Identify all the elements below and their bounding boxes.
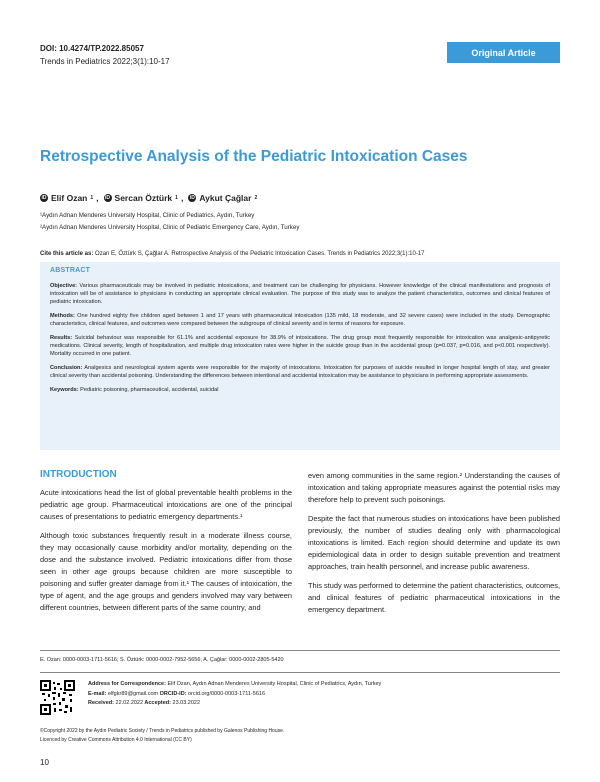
copyright-notice bbox=[40, 727, 284, 744]
cite-line bbox=[40, 251, 560, 257]
address-label: Address for Correspondence: bbox=[88, 681, 166, 687]
objective-label: Objective: bbox=[50, 283, 78, 289]
body-paragraph: Although toxic substances frequently result in a moderate illness course, they may occasionally cause morbidity and/or mortality, depending on the dose and the substance involved. Pediatric intoxications differ from those seen in other age groups because children are more susceptible to poisoning and suffer greater damage from it.¹ The causes of intoxication, the type of agent, and the age groups and genders involved may vary between different countries, between different parts of the same country, and bbox=[40, 531, 292, 612]
cite-text: Ozan E, Öztürk S, Çağlar A. Retrospective Analysis of the Pediatric Intoxication Cases. Trends in Pediatrics 2022;3(1):10-17 bbox=[93, 251, 425, 257]
body-column-left bbox=[40, 469, 292, 621]
affiliation-1: ¹Aydın Adnan Menderes University Hospital, Clinic of Pediatrics, Aydın, Turkey bbox=[40, 212, 255, 219]
article-title: Retrospective Analysis of the Pediatric Intoxication Cases bbox=[40, 148, 468, 165]
abstract-heading: ABSTRACT bbox=[50, 267, 91, 274]
objective-text: Various pharmaceuticals may be involved in pediatric intoxications, and treatment can be challenging for physicians. However knowledge of the clinical manifestations and prognosis of intoxication will be of assistance to physicians in conducting an appropriate clinical evaluation. The purpose of this study was to analyze the patient characteristics, outcomes and clinical features of pediatric intoxication. bbox=[50, 283, 550, 305]
received-label: Received: bbox=[88, 700, 114, 706]
qr-code-icon bbox=[40, 680, 75, 715]
divider bbox=[40, 672, 560, 673]
keywords-label: Keywords: bbox=[50, 387, 79, 393]
results-label: Results: bbox=[50, 335, 73, 341]
orcid-icon[interactable]: iD bbox=[189, 195, 195, 201]
email-label: E-mail: bbox=[88, 690, 107, 697]
orcid-icon[interactable]: iD bbox=[105, 195, 111, 201]
section-heading-introduction: INTRODUCTION bbox=[40, 469, 117, 480]
body-paragraph: This study was performed to determine the patient characteristics, outcomes, and clinical features of pediatric pharmaceutical intoxications in the emergency department. bbox=[308, 581, 560, 614]
abstract-conclusion bbox=[50, 364, 550, 380]
copyright-line: ©Copyright 2022 by the Aydın Pediatric Society / Trends in Pediatrics published by Galenos Publishing House. bbox=[40, 728, 285, 734]
article-type-badge: Original Article bbox=[447, 42, 560, 63]
body-paragraph: Despite the fact that numerous studies on intoxications have been published previously, the number of studies dealing only with pharmacological intoxications is limited. Each region should determine and update its own epidemiological data in order to design suitable prevention and treatment approaches, train health personnel, and increase public awareness. bbox=[308, 514, 560, 571]
cite-label: Cite this article as: bbox=[40, 251, 94, 257]
email-link[interactable]: elfgkr89@gmail.com bbox=[106, 690, 159, 697]
author-separator: , bbox=[180, 193, 184, 203]
orcid-label: ORCID-ID: bbox=[158, 690, 187, 697]
accepted-label: Accepted: bbox=[143, 700, 171, 706]
author-name: Elif Ozan bbox=[51, 193, 88, 203]
conclusion-text: Analgesics and neurological system agents were responsible for the majority of intoxications. Intoxication for purposes of suicide resulted in longer hospital length of stay, and greater clinical severity than accidental poisoning. Understanding the differences between intentional and accidental intoxication may be assistance to physicians in performing appropriate assessments. bbox=[50, 365, 550, 379]
doi[interactable]: DOI: 10.4274/TP.2022.85057 bbox=[40, 44, 144, 53]
methods-label: Methods: bbox=[50, 313, 75, 319]
abstract-results bbox=[50, 334, 550, 358]
body-paragraph: even among communities in the same region.² Understanding the causes of intoxication and taking appropriate measures against the potential risks may therefore help to prevent such poisonings. bbox=[308, 471, 560, 504]
methods-text: One hundred eighty five children aged between 1 and 17 years with pharmaceutical intoxication (135 mild, 18 moderate, and 32 severe cases) were included in the study. Demographic characteristics, clinical features, and outcomes were compared between the subgroups of clinical severity and in terms of reasons for exposure. bbox=[50, 313, 550, 327]
orcid-icon[interactable]: iD bbox=[41, 195, 47, 201]
accepted-date: 23.03.2022 bbox=[170, 700, 201, 706]
correspondence-address bbox=[88, 680, 381, 690]
author-affil-sup: 1 bbox=[175, 195, 178, 201]
conclusion-label: Conclusion: bbox=[50, 365, 83, 371]
body-paragraph: Acute intoxications head the list of global preventable health problems in the pediatric age group. Pharmaceutical intoxications are one of the principal causes of presentations to pediatric emergency departments.¹ bbox=[40, 488, 292, 521]
divider bbox=[40, 650, 560, 651]
author-name: Sercan Öztürk bbox=[114, 193, 173, 203]
author-name: Aykut Çağlar bbox=[199, 193, 252, 203]
license-line: Licenced by Creative Commons Attribution 4.0 International (CC BY) bbox=[40, 736, 192, 743]
abstract-box bbox=[40, 262, 560, 450]
abstract-objective bbox=[50, 282, 550, 306]
abstract-keywords bbox=[50, 386, 550, 394]
orcid-list: E. Ozan: 0000-0003-1711-5616; S. Öztürk: 0000-0002-7952-5656; A. Çağlar: 0000-0002-2805-5420 bbox=[40, 657, 284, 663]
received-date: 22.02.2022 bbox=[114, 700, 144, 706]
keywords-text: Pediatric poisoning, pharmaceutical, accidental, suicidal bbox=[78, 387, 219, 393]
author-separator: , bbox=[96, 193, 99, 203]
orcid-link[interactable]: orcid.org/0000-0003-1711-5616 bbox=[186, 690, 265, 697]
body-column-right bbox=[308, 470, 560, 623]
correspondence-contact bbox=[88, 690, 381, 700]
author-list bbox=[40, 193, 257, 203]
author-affil-sup: 2 bbox=[254, 195, 258, 201]
affiliation-2: ²Aydın Adnan Menderes University Hospital, Clinic of Pediatric Emergency Care, Aydın, Turkey bbox=[40, 224, 300, 231]
abstract-methods bbox=[50, 312, 550, 328]
address-text: Elif Ozan, Aydın Adnan Menderes University Hospital, Clinic of Pediatrics, Aydın, Turkey bbox=[165, 681, 382, 687]
correspondence-dates bbox=[88, 699, 381, 709]
journal-reference: Trends in Pediatrics 2022;3(1):10-17 bbox=[40, 57, 170, 66]
page-number: 10 bbox=[40, 758, 49, 767]
correspondence-block bbox=[88, 680, 381, 709]
author-affil-sup: 1 bbox=[90, 195, 94, 201]
results-text: Suicidal behaviour was responsible for 61.1% and accidental exposure for 38.9% of intoxications. The drug group most frequently responsible for intoxication was analgesic-antipyretic medications. Clinical severity, length of hospitalization, and multiple drug intoxication rates were higher in the suicide group than in the accidental group (p=0.037, p=0.016, and p<0.001 respectively). Mortality occurred in one patient. bbox=[50, 335, 550, 357]
